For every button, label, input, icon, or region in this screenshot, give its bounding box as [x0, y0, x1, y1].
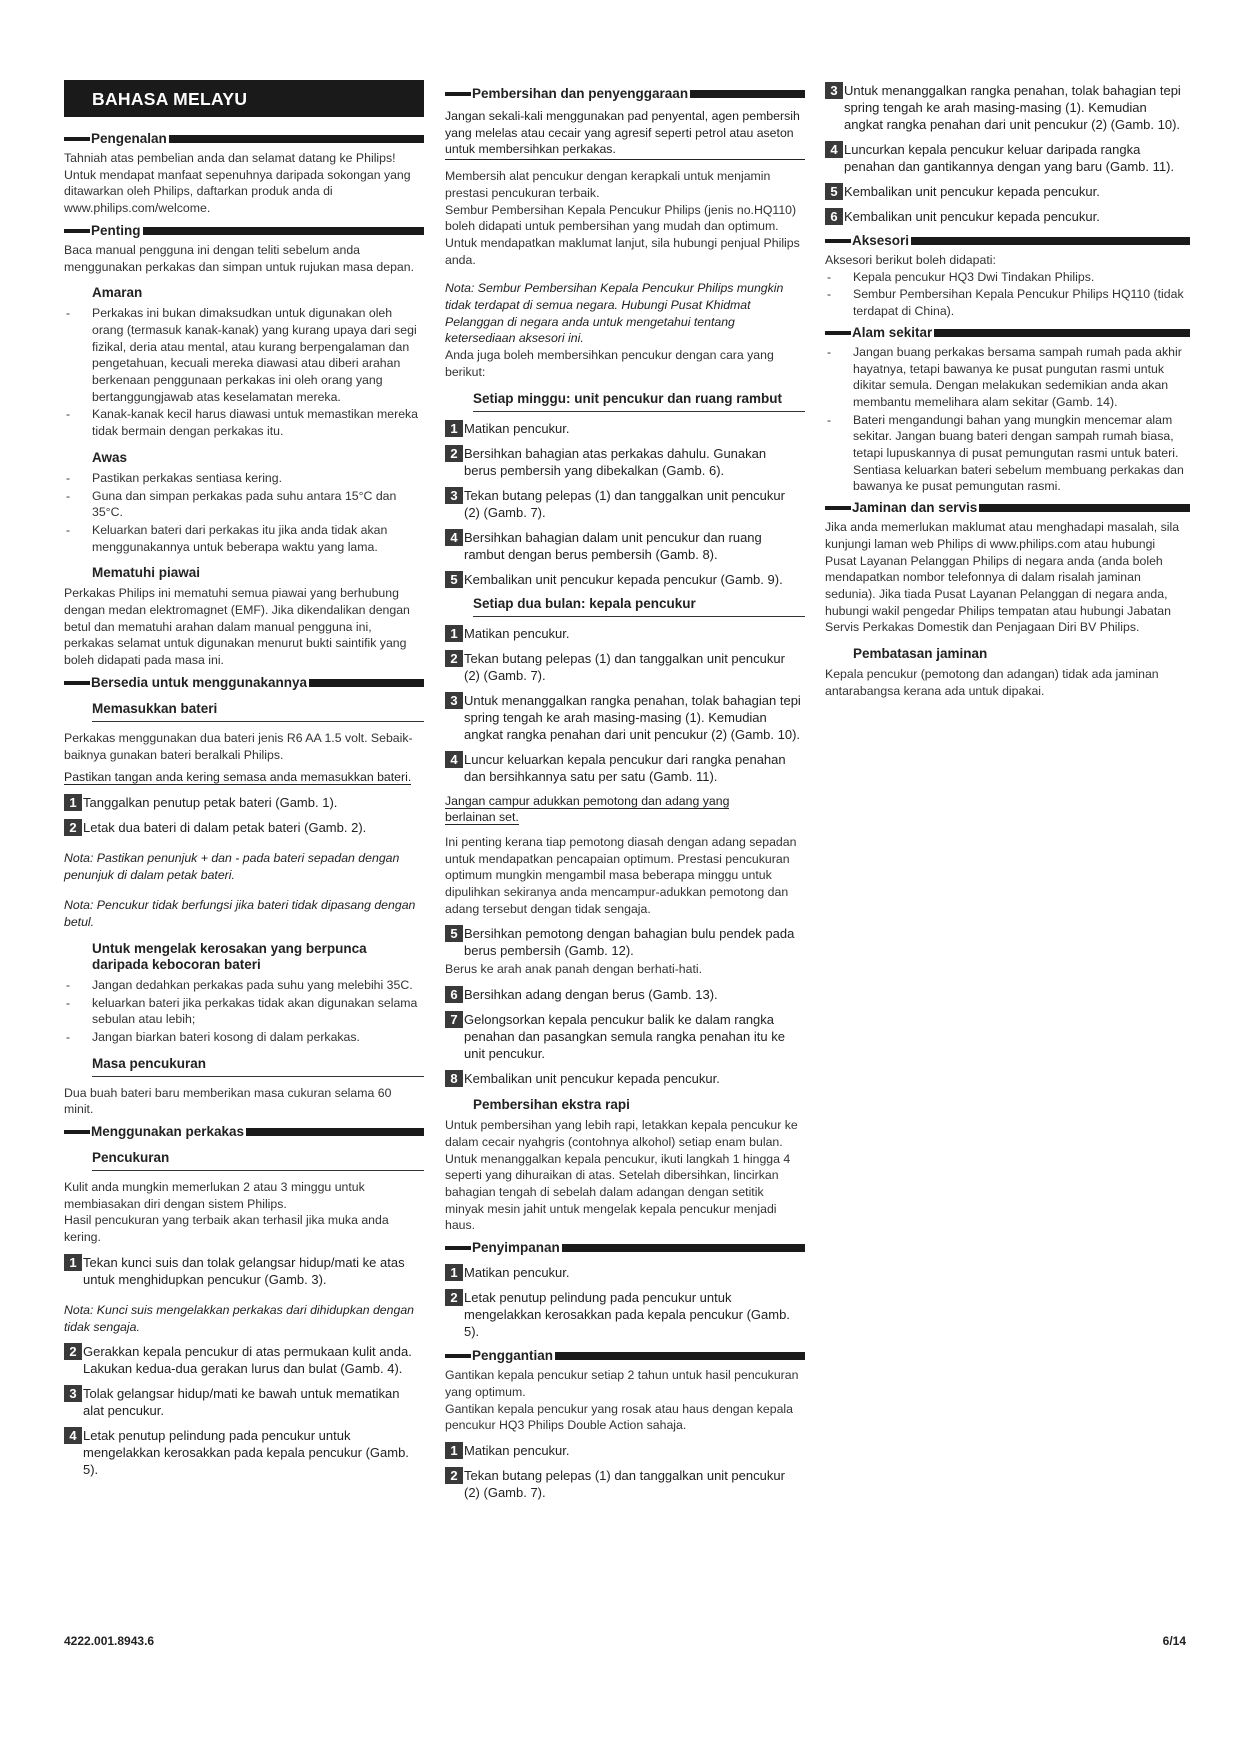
- section-penyimpanan: Penyimpanan: [445, 1240, 805, 1256]
- list-item: - Sembur Pembersihan Kepala Pencukur Philips HQ110 (tidak terdapat di China).: [825, 286, 1190, 319]
- paragraph: Dua buah bateri baru memberikan masa cukuran selama 60 minit.: [64, 1085, 392, 1117]
- step-4: 4 Bersihkan bahagian dalam unit pencukur dan ruang rambut dengan berus pembersih (Gamb. 8).: [445, 529, 805, 563]
- paragraph: Kepala pencukur (pemotong dan adangan) tidak ada jaminan antarabangsa kerana ada untuk dipakai.: [825, 667, 1159, 698]
- heading-pencukuran: Pencukuran: [92, 1150, 424, 1171]
- column-2: [445, 80, 805, 1509]
- step-3: 3 Tekan butang pelepas (1) dan tanggalkan unit pencukur (2) (Gamb. 7).: [445, 487, 805, 521]
- underlined-note: Pastikan tangan anda kering semasa anda memasukkan bateri.: [64, 770, 412, 785]
- paragraph: Gantikan kepala pencukur setiap 2 tahun untuk hasil pencukuran yang optimum.: [445, 1368, 799, 1399]
- page-title: BAHASA MELAYU: [64, 80, 424, 117]
- list-aksesori: [825, 269, 1190, 320]
- paragraph: Jika anda memerlukan maklumat atau menghadapi masalah, sila kunjungi laman web Philips di www.philips.com atau hubungi Pusat Layanan Pelanggan Philips di negara anda (anda boleh mendapatkan nombor telefonnya di dalam risalah jaminan sedunia). Jika tiada Pusat Layanan Pelanggan di negara anda, hubungi wakil pengedar Philips tempatan atau hubungi Jabatan Servis Perkakas Domestik dan Penjagaan Diri BV Philips.: [825, 520, 1180, 635]
- step-2: 2 Letak penutup pelindung pada pencukur untuk mengelakkan kerosakkan pada kepala pencukur (Gamb. 5).: [445, 1289, 805, 1340]
- paragraph: Perkakas Philips ini mematuhi semua piawai yang berhubung dengan medan elektromagnet (EMF). Jika dikendalikan dengan betul dan mematuhi arahan dalam manual pengguna ini, perkakas selamat untuk digunakan menurut bukti saintifik yang boleh didapati pada masa ini.: [64, 586, 410, 668]
- step-3: 3 Tolak gelangsar hidup/mati ke bawah untuk mematikan alat pencukur.: [64, 1385, 424, 1419]
- heading-amaran: Amaran: [92, 285, 143, 301]
- step-1: 1 Matikan pencukur.: [445, 420, 805, 437]
- heading-setiap-dua-bulan: Setiap dua bulan: kepala pencukur: [473, 596, 805, 617]
- heading-bateri: Memasukkan bateri: [92, 701, 424, 722]
- section-pembersihan: Pembersihan dan penyenggaraan: [445, 86, 805, 102]
- column-3: [825, 74, 1190, 705]
- step-6: 6 Bersihkan adang dengan berus (Gamb. 13).: [445, 986, 805, 1003]
- list-amaran: [64, 305, 424, 440]
- list-item: - Jangan biarkan bateri kosong di dalam perkakas.: [64, 1029, 424, 1046]
- section-alam-sekitar: Alam sekitar: [825, 325, 1190, 341]
- underlined-warning: Jangan campur adukkan pemotong dan adang yang berlainan set.: [445, 793, 730, 825]
- list-item: - Pastikan perkakas sentiasa kering.: [64, 470, 424, 487]
- paragraph: Sembur Pembersihan Kepala Pencukur Philips (jenis no.HQ110) boleh didapati untuk pembersihan yang mudah dan optimum. Untuk mendapatkan maklumat lanjut, sila hubungi penjual Philips anda.: [445, 202, 800, 267]
- column-1: [64, 80, 424, 1486]
- step-2: 2 Tekan butang pelepas (1) dan tanggalkan unit pencukur (2) (Gamb. 7).: [445, 650, 805, 684]
- underlined-warning: Jangan sekali-kali menggunakan pad penyental, agen pembersih yang melelas atau cecair yang agresif seperti petrol atau aseton untuk membersihkan perkakas.: [445, 108, 805, 160]
- step-8: 8 Kembalikan unit pencukur kepada pencukur.: [445, 1070, 805, 1087]
- paragraph: Anda juga boleh membersihkan pencukur dengan cara yang berikut:: [445, 348, 774, 379]
- paragraph: Hasil pencukuran yang terbaik akan terhasil jika muka anda kering.: [64, 1213, 389, 1245]
- list-awas: [64, 470, 424, 556]
- step-2: 2 Gerakkan kepala pencukur di atas permukaan kulit anda. Lakukan kedua-dua gerakan lurus dan bulat (Gamb. 4).: [64, 1343, 424, 1377]
- note: Nota: Sembur Pembersihan Kepala Pencukur Philips mungkin tidak terdapat di semua negara. Hubungi Pusat Khidmat Pelanggan di negara anda untuk mengetahui tentang ketersediaan aksesori ini.: [445, 281, 784, 346]
- list-item: - Kepala pencukur HQ3 Dwi Tindakan Philips.: [825, 269, 1190, 286]
- paragraph: Perkakas menggunakan dua bateri jenis R6 AA 1.5 volt. Sebaik-baiknya gunakan bateri beralkali Philips.: [64, 730, 413, 762]
- step-1: 1 Tekan kunci suis dan tolak gelangsar hidup/mati ke atas untuk menghidupkan pencukur (Gamb. 3).: [64, 1254, 424, 1288]
- paragraph: Ini penting kerana tiap pemotong diasah dengan adang sepadan untuk mendapatkan pencapaian optimum. Prestasi pencukuran optimum mungkin mengambil masa beberapa minggu untuk dipulihkan sekiranya anda mencampur-adukkan pemotong dan adang tersebut dengan tidak sengaja.: [445, 834, 797, 916]
- note: Nota: Kunci suis mengelakkan perkakas dari dihidupkan dengan tidak sengaja.: [64, 1302, 414, 1334]
- step-4: 4 Luncurkan kepala pencukur keluar daripada rangka penahan dan gantikannya dengan yang baru (Gamb. 11).: [825, 141, 1190, 175]
- step-5: 5 Bersihkan pemotong dengan bahagian bulu pendek pada berus pembersih (Gamb. 12).: [445, 925, 805, 959]
- list-item: - Perkakas ini bukan dimaksudkan untuk digunakan oleh orang (termasuk kanak-kanak) yang kurang upaya dari segi fizikal, deria atau mental, atau kurang berpengalaman dan pengetahuan, kecuali mereka diawasi atau diberi arahan berkenaan penggunaan perkakas ini oleh orang yang bertanggungjawab atas keselamatan mereka.: [64, 305, 424, 405]
- section-bersedia: Bersedia untuk menggunakannya: [64, 675, 424, 691]
- step-3: 3 Untuk menanggalkan rangka penahan, tolak bahagian tepi spring tengah ke arah masing-masing (1). Kemudian angkat rangka penahan dari unit pencukur (2) (Gamb. 10).: [825, 82, 1190, 133]
- note: Nota: Pencukur tidak berfungsi jika bateri tidak dipasang dengan betul.: [64, 898, 416, 930]
- list-alam: [825, 344, 1190, 495]
- section-aksesori: Aksesori: [825, 233, 1190, 249]
- step-7: 7 Gelongsorkan kepala pencukur balik ke dalam rangka penahan dan pasangkan semula rangka penahan itu ke unit pencukur.: [445, 1011, 805, 1062]
- list-item: - Jangan buang perkakas bersama sampah rumah pada akhir hayatnya, tetapi bawanya ke pusat pungutan rasmi untuk dikitar semula. Dengan melakukan sedemikian anda akan membantu memelihara alam sekitar (Gamb. 14).: [825, 344, 1190, 411]
- step-1: 1 Matikan pencukur.: [445, 625, 805, 642]
- list-item: - Keluarkan bateri dari perkakas itu jika anda tidak akan menggunakannya untuk beberapa waktu yang lama.: [64, 522, 424, 555]
- paragraph: Baca manual pengguna ini dengan teliti sebelum anda menggunakan perkakas dan simpan untuk rujukan masa depan.: [64, 242, 415, 274]
- list-elak: [64, 977, 424, 1046]
- step-1: 1 Matikan pencukur.: [445, 1264, 805, 1281]
- step-5: 5 Kembalikan unit pencukur kepada pencukur.: [825, 183, 1190, 200]
- page-number: 6/14: [1162, 1634, 1186, 1648]
- heading-ekstra: Pembersihan ekstra rapi: [473, 1097, 630, 1113]
- step-2: 2 Tekan butang pelepas (1) dan tanggalkan unit pencukur (2) (Gamb. 7).: [445, 1467, 805, 1501]
- paragraph: Berus ke arah anak panah dengan berhati-hati.: [445, 962, 703, 977]
- document-code: 4222.001.8943.6: [64, 1634, 155, 1648]
- paragraph: Membersih alat pencukur dengan kerapkali untuk menjamin prestasi pencukuran terbaik.: [445, 169, 771, 200]
- heading-setiap-minggu: Setiap minggu: unit pencukur dan ruang rambut: [473, 391, 805, 412]
- heading-elak: Untuk mengelak kerosakan yang berpunca daripada kebocoran bateri: [92, 940, 367, 972]
- step-1: 1 Matikan pencukur.: [445, 1442, 805, 1459]
- paragraph: Kulit anda mungkin memerlukan 2 atau 3 minggu untuk membiasakan diri dengan sistem Philips.: [64, 1180, 365, 1211]
- heading-piawai: Mematuhi piawai: [92, 565, 201, 581]
- paragraph: Tahniah atas pembelian anda dan selamat datang ke Philips! Untuk mendapat manfaat sepenuhnya daripada sokongan yang ditawarkan oleh Philips, daftarkan produk anda di www.philips.com/welcome.: [64, 151, 411, 216]
- section-penggantian: Penggantian: [445, 1348, 805, 1364]
- heading-masa: Masa pencukuran: [92, 1056, 424, 1077]
- step-2: 2 Bersihkan bahagian atas perkakas dahulu. Gunakan berus pembersih yang dibekalkan (Gamb. 6).: [445, 445, 805, 479]
- step-3: 3 Untuk menanggalkan rangka penahan, tolak bahagian tepi spring tengah ke arah masing-masing (1). Kemudian angkat rangka penahan dari unit pencukur (2) (Gamb. 10).: [445, 692, 805, 743]
- paragraph: Untuk pembersihan yang lebih rapi, letakkan kepala pencukur ke dalam cecair nyahgris (contohnya alkohol) setiap enam bulan. Untuk menanggalkan kepala pencukur, ikuti langkah 1 hingga 4 seperti yang dihuraikan di atas. Setelah dibersihkan, lincirkan bahagian tengah di sebelah dalam adangan dengan setitik minyak mesin jahit untuk mengelak kepala pencukur menjadi haus.: [445, 1118, 798, 1233]
- list-item: - Kanak-kanak kecil harus diawasi untuk memastikan mereka tidak bermain dengan perkakas itu.: [64, 406, 424, 439]
- section-jaminan: Jaminan dan servis: [825, 500, 1190, 516]
- list-item: - keluarkan bateri jika perkakas tidak akan digunakan selama sebulan atau lebih;: [64, 995, 424, 1028]
- list-item: - Guna dan simpan perkakas pada suhu antara 15°C dan 35°C.: [64, 488, 424, 521]
- section-pengenalan: Pengenalan: [64, 131, 424, 147]
- heading-pembatasan: Pembatasan jaminan: [853, 646, 988, 662]
- heading-awas: Awas: [92, 449, 128, 465]
- paragraph: Gantikan kepala pencukur yang rosak atau haus dengan kepala pencukur HQ3 Philips Double Action sahaja.: [445, 1401, 793, 1433]
- section-penting: Penting: [64, 223, 424, 239]
- list-item: - Jangan dedahkan perkakas pada suhu yang melebihi 35C.: [64, 977, 424, 994]
- paragraph: Aksesori berikut boleh didapati:: [825, 253, 996, 267]
- step-5: 5 Kembalikan unit pencukur kepada pencukur (Gamb. 9).: [445, 571, 805, 588]
- step-6: 6 Kembalikan unit pencukur kepada pencukur.: [825, 208, 1190, 225]
- list-item: - Bateri mengandungi bahan yang mungkin mencemar alam sekitar. Jangan buang bateri dengan sampah rumah biasa, tetapi lupuskannya di pusat pemungutan rasmi untuk bateri. Sentiasa keluarkan bateri sebelum membuang perkakas dan bawanya ke pusat pemungutan rasmi.: [825, 412, 1190, 496]
- note: Nota: Pastikan penunjuk + dan - pada bateri sepadan dengan penunjuk di dalam petak bateri.: [64, 850, 400, 882]
- step-2: 2 Letak dua bateri di dalam petak bateri (Gamb. 2).: [64, 819, 424, 836]
- step-4: 4 Letak penutup pelindung pada pencukur untuk mengelakkan kerosakkan pada kepala pencukur (Gamb. 5).: [64, 1427, 424, 1478]
- step-1: 1 Tanggalkan penutup petak bateri (Gamb. 1).: [64, 794, 424, 811]
- section-menggunakan: Menggunakan perkakas: [64, 1124, 424, 1140]
- step-4: 4 Luncur keluarkan kepala pencukur dari rangka penahan dan bersihkannya satu per satu (Gamb. 11).: [445, 751, 805, 785]
